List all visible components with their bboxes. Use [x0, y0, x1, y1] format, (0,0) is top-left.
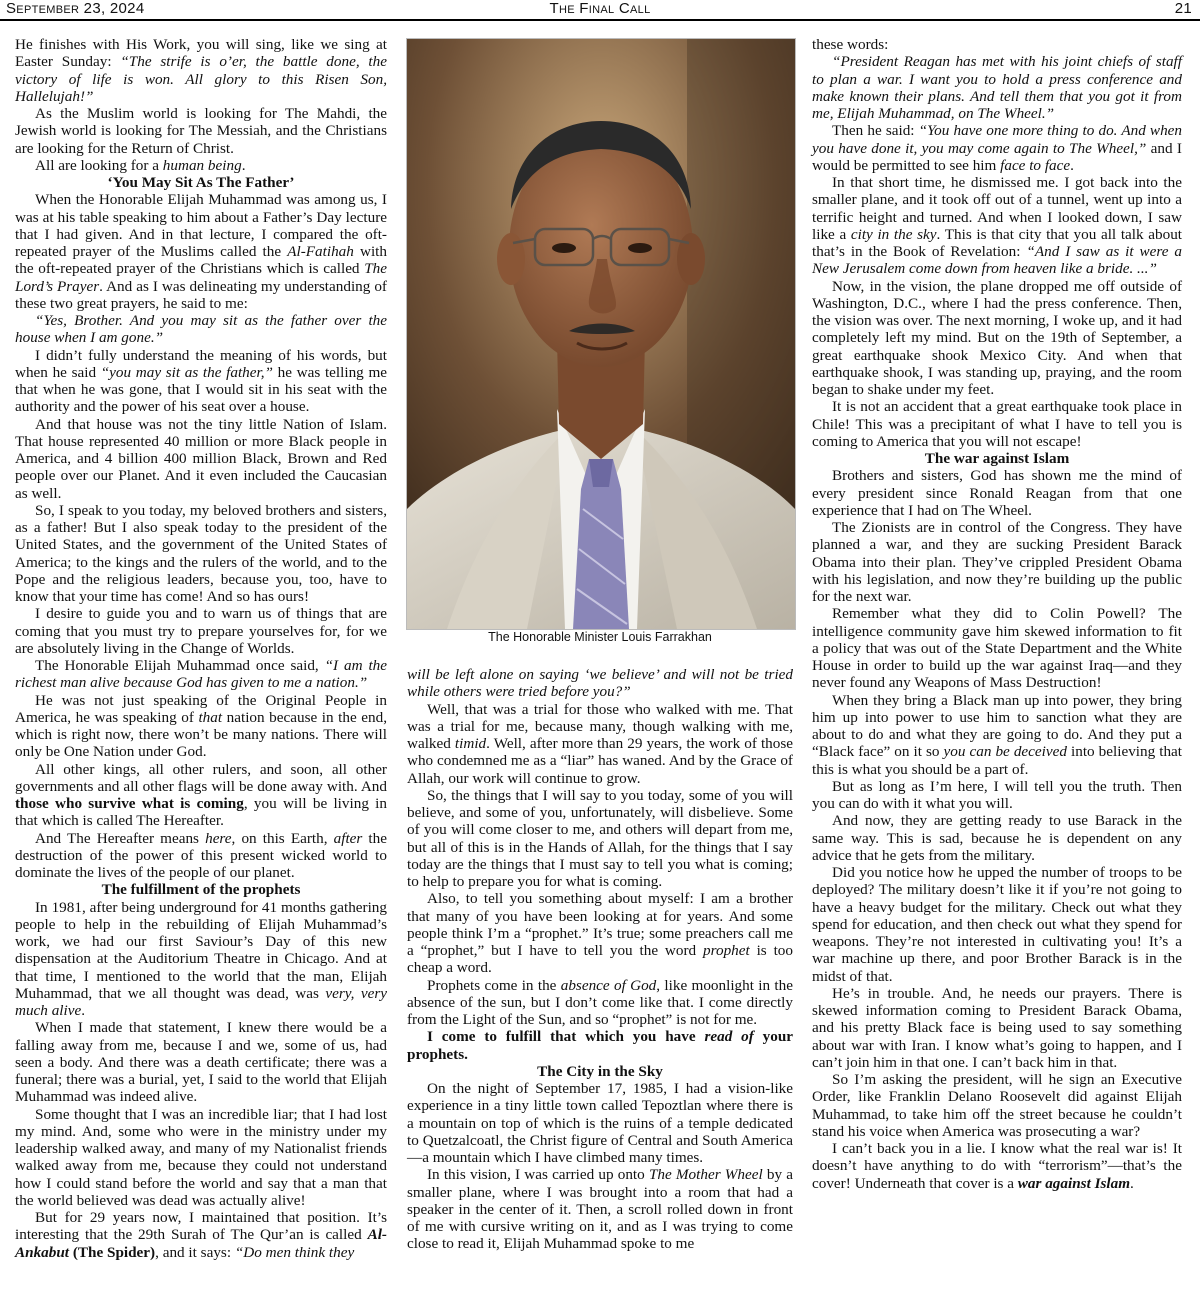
- article-paragraph: Also, to tell you something about myself: I am a brother that many of you have been looking at for years. And some people think I’m a “prophet.” It’s true; some preachers call me a “prophet,” but I have to tell you the word prophet is too cheap a word.: [407, 890, 793, 977]
- section-heading: The fulfillment of the prophets: [101, 881, 301, 899]
- article-paragraph: In this vision, I was carried up onto The Mother Wheel by a smaller plane, where I was brought into a room that had a speaker in the center of it. Then, a scroll rolled down in front of me with cursive writing on it, and as I was trying to come close to read it, Elijah Muhammad spoke to me: [407, 1166, 794, 1253]
- article-paragraph: When they bring a Black man up into power, they bring him up into power to use him to sanction what they are about to do and what they are going to do. And they put a “Black face” on it so you can be deceived into believing that this is what you should be a part of.: [812, 691, 1183, 778]
- article-paragraph: “President Reagan has met with his joint chiefs of staff to plan a war. I want you to hold a press conference and make known their plans. And tell them that you got it from me, Elijah Muhammad, on The Wheel.”: [812, 53, 1182, 122]
- article-paragraph: So, I speak to you today, my beloved brothers and sisters, as a father! But I also speak today to the president of the United States, and the government of the United States of America; to the kings and the rulers of the world, and to the Pope and the religious leaders, because you, too, have to know that your time has come! And so has ours!: [15, 501, 387, 605]
- article-paragraph: On the night of September 17, 1985, I had a vision-like experience in a tiny little town called Tepoztlan where there is a mountain on top of which is the ruins of a temple dedicated to Quetzalcoatl, the Christ figure of Central and South America—a mountain which I have climbed many times.: [407, 1080, 793, 1166]
- issue-date: September 23, 2024: [6, 0, 145, 17]
- article-paragraph: Brothers and sisters, God has shown me the mind of every president since Ronald Reagan from that one experience that I had on The Wheel.: [812, 467, 1182, 519]
- article-paragraph: The Honorable Elijah Muhammad once said, “I am the richest man alive because God has given to me a nation.”: [15, 657, 387, 692]
- article-paragraph: Well, that was a trial for those who walked with me. That was a trial for me, because many, though walking with me, walked timid. Well, after more than 29 years, the work of those who condemned me as a “liar” has waned. And by the Grace of Allah, our work will continue to grow.: [407, 700, 794, 787]
- article-paragraph: Did you notice how he upped the number of troops to be deployed? The military doesn’t like it if you’re not going to have a heavy budget for the military. Check out what they spend for education, and then check out what they spend for weapons. They’re not interested in cultivating you! It’s a war machine up there, and poor Brother Barack is in the midst of that.: [812, 864, 1182, 985]
- article-paragraph: will be left alone on saying ‘we believe’ and will not be tried while others were tried before you?”: [407, 666, 793, 701]
- article-paragraph: But for 29 years now, I maintained that position. It’s interesting that the 29th Surah of The Qur’an is called Al-Ankabut (The Spider), and it says: “Do men think they: [15, 1209, 387, 1261]
- article-paragraph: And The Hereafter means here, on this Earth, after the destruction of the power of this present wicked world to dominate the lives of the people of our planet.: [15, 829, 387, 881]
- article-paragraph: I can’t back you in a lie. I know what the real war is! It doesn’t have anything to do with “terrorism”—that’s the cover! Underneath that cover is a war against Islam.: [812, 1140, 1182, 1192]
- article-paragraph: Then he said: “You have one more thing to do. And when you have done it, you may come again to The Wheel,” and I would be permitted to see him face to face.: [812, 122, 1182, 174]
- article-paragraph: I didn’t fully understand the meaning of his words, but when he said “you may sit as the father,” he was telling me that when he was gone, that I would sit in his seat with the authority and the power of his seat over a house.: [15, 346, 387, 416]
- article-paragraph: All are looking for a human being.: [35, 156, 246, 174]
- article-paragraph: But as long as I’m here, I will tell you the truth. Then you can do with it what you will.: [812, 777, 1182, 812]
- article-paragraph: It is not an accident that a great earthquake took place in Chile! This was a precipitant of what I have to tell you is coming to America that you will not escape!: [812, 398, 1182, 450]
- section-heading: The City in the Sky: [537, 1062, 663, 1080]
- article-paragraph: Prophets come in the absence of God, like moonlight in the absence of the sun, but I don’t come like that. I come directly from the Light of the Sun, and so “prophet” is not for me.: [407, 976, 793, 1028]
- article-column-3: [812, 36, 1182, 1192]
- article-paragraph: When I made that statement, I knew there would be a falling away from me, because I and we, some of us, had seen a body. And there was a death certificate; there was a funeral; there was a burial, yet, I said to the world that Elijah Muhammad was indeed alive.: [15, 1019, 387, 1106]
- publication-name: The Final Call: [549, 0, 651, 17]
- article-paragraph: He finishes with His Work, you will sing, like we sing at Easter Sunday: “The strife is o’er, the battle done, the victory of life is won. All glory to this Risen Son, Hallelujah!”: [15, 36, 387, 105]
- portrait-illustration: [407, 39, 795, 629]
- article-paragraph: In that short time, he dismissed me. I got back into the smaller plane, and it took off out of a tunnel, went up into a terrific height and turned. And when I looked down, I saw like a city in the sky. This is that city that you all talk about that’s in the Book of Revelation: “And I saw as it were a New Jerusalem come down from heaven like a bride. ...”: [812, 174, 1183, 278]
- photo-caption: The Honorable Minister Louis Farrakhan: [488, 630, 712, 644]
- article-paragraph: And now, they are getting ready to use Barack in the same way. This is sad, because he is dependent on any advice that he gets from the military.: [812, 812, 1182, 864]
- article-paragraph: Some thought that I was an incredible liar; that I had lost my mind. And, some who were in the ministry under my leadership walked away, and many of my Nationalist friends walked away from me, because they could not understand how I could stand before the world and say that a man that the world believed was dead was actually alive!: [15, 1105, 387, 1209]
- article-paragraph: I desire to guide you and to warn us of things that are coming that you must try to prepare yourselves for, for we are absolutely living in the Change of Worlds.: [15, 605, 387, 657]
- section-heading: ‘You May Sit As The Father’: [107, 174, 295, 191]
- article-paragraph: He’s in trouble. And, he needs our prayers. There is skewed information coming to President Barack Obama, and his pretty Black face is being used to say something about war with Iran. I know what’s going to happen, and I can’t join him in that one. I can’t back him in that.: [812, 984, 1182, 1071]
- section-heading: The war against Islam: [924, 450, 1070, 467]
- article-paragraph: So I’m asking the president, will he sign an Executive Order, like Franklin Delano Roosevelt did against Elijah Muhammad, to take him off the street because he couldn’t stand his voice when America was prosecuting a war?: [812, 1071, 1182, 1140]
- article-paragraph: Remember what they did to Colin Powell? The intelligence community gave him skewed information to fit a policy that was out of the State Department and the White House in order to build up the war against Iraq—and they never found any Weapons of Mass Destruction!: [812, 605, 1182, 692]
- article-paragraph: In 1981, after being underground for 41 months gathering people to help in the rebuilding of Elijah Muhammad’s work, we had our first Saviour’s Day of this new dispensation at the Auditorium Theatre in Chicago. And at that time, I mentioned to the world that the man, Elijah Muhammad, that we all thought was dead, was very, very much alive.: [15, 898, 387, 1019]
- article-column-2: [407, 666, 793, 1253]
- article-paragraph: As the Muslim world is looking for The Mahdi, the Jewish world is looking for The Messiah, and the Christians are looking for the Return of Christ.: [15, 105, 387, 157]
- article-paragraph: I come to fulfill that which you have read of your prophets.: [407, 1028, 794, 1063]
- article-paragraph: When the Honorable Elijah Muhammad was among us, I was at his table speaking to him about a Father’s Day lecture that I had given. And in that lecture, I compared the oft-repeated prayer of the Muslims called the Al-Fatihah with the oft-repeated prayer of the Christians which is called The Lord’s Prayer. And as I was delineating my understanding of these two great prayers, he said to me:: [15, 191, 387, 312]
- article-paragraph: “Yes, Brother. And you may sit as the father over the house when I am gone.”: [15, 312, 387, 347]
- page-number: 21: [1174, 0, 1192, 17]
- portrait-photo: [406, 38, 796, 630]
- article-paragraph: The Zionists are in control of the Congress. They have planned a war, and they are sucking President Barack Obama into their plan. They’ve crippled President Obama with his legislation, and now they’re building up the public for the next war.: [812, 519, 1182, 605]
- article-column-1: [15, 36, 387, 1261]
- article-paragraph: He was not just speaking of the Original People in America, he was speaking of that nation because in the end, which is right now, there won’t be many nations. There will only be One Nation under God.: [15, 691, 387, 761]
- masthead: [0, 0, 1200, 21]
- article-paragraph: So, the things that I will say to you today, some of you will believe, and some of you, unfortunately, will disbelieve. Some of you will come closer to me, and others will depart from me, but all of this is in the Hands of Allah, for the things that I say today are the things that I must say to tell you what is coming; to help to prepare you for what is coming.: [407, 786, 793, 890]
- article-paragraph: these words:: [812, 36, 889, 53]
- article-paragraph: And that house was not the tiny little Nation of Islam. That house represented 40 million or more Black people in America, and 4 billion 400 million Black, Brown and Red people over our Planet. And it even included the Caucasian as well.: [15, 415, 387, 502]
- article-paragraph: All other kings, all other rulers, and soon, all other governments and all other flags will be done away with. And those who survive what is coming, you will be living in that which is called The Hereafter.: [15, 760, 387, 830]
- article-paragraph: Now, in the vision, the plane dropped me off outside of Washington, D.C., where I had the press conference. Then, the vision was over. The next morning, I woke up, and it had completely left my mind. But on the 19th of September, a great earthquake shook Mexico City. And when that earthquake shook, I was standing up, praying, and the room began to shake under my feet.: [812, 277, 1182, 398]
